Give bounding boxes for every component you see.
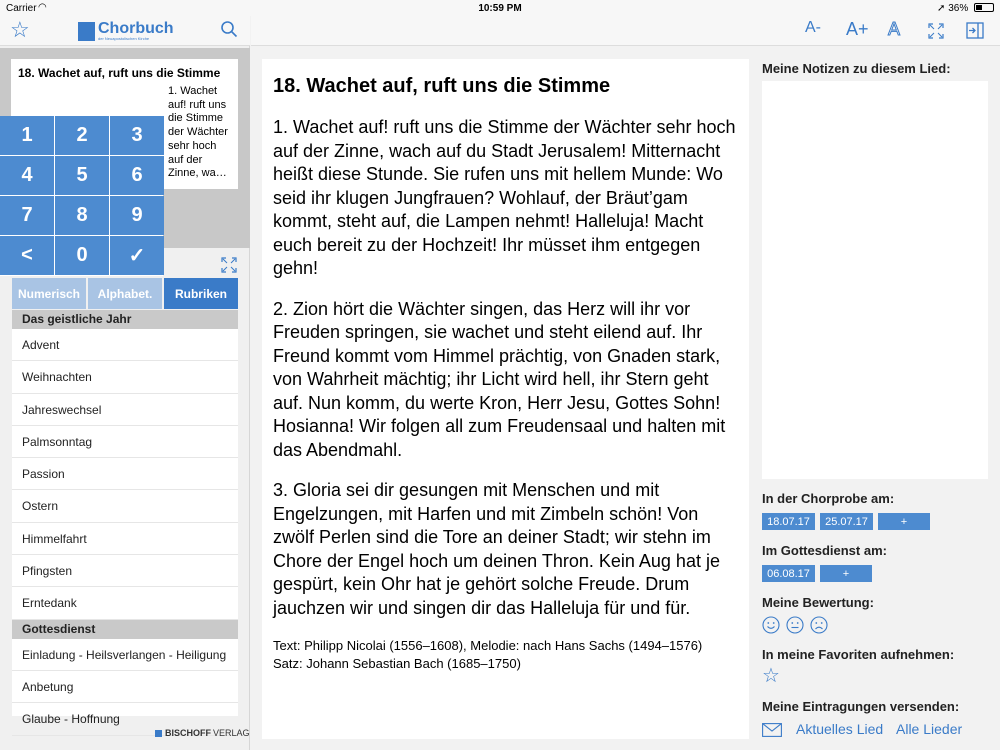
logo-title: Chorbuch: [98, 19, 174, 37]
logo-emblem-icon: [78, 22, 95, 41]
verse-1: 1. Wachet auf! ruft uns die Stimme der Wächter sehr hoch auf der Zinne, wach auf du Stadt Jerusalem! Mitternacht heißt diese Stunde. Sie rufen uns mit hellem Munde: Wo seid ihr klugen Jungfrauen? Wohlauf, der Bräut’gam kommt, steht auf, die Lampen nehmt! Halleluja! Macht euch bereit zu der Hochzeit! Ihr müsset ihm entgegen gehn!: [273, 117, 736, 278]
favorites-label: In meine Favoriten aufnehmen:: [762, 647, 955, 662]
key-0[interactable]: 0: [55, 236, 109, 275]
tab-numerisch[interactable]: Numerisch: [12, 278, 86, 309]
font-increase-icon[interactable]: A+: [846, 19, 869, 39]
sidebar: [0, 16, 250, 750]
section-header: Gottesdienst: [12, 620, 238, 639]
notes-label: Meine Notizen zu diesem Lied:: [762, 61, 951, 76]
index-tabs: [12, 278, 238, 309]
add-favorite-star-icon[interactable]: ☆: [762, 665, 780, 687]
publisher-suffix: VERLAG: [213, 728, 250, 738]
sidebar-toolbar: [0, 16, 250, 46]
sad-face-icon[interactable]: [810, 616, 828, 634]
notes-textarea[interactable]: [762, 81, 988, 479]
battery-percent: 36%: [948, 3, 969, 14]
category-list: [12, 310, 238, 727]
section-header: Das geistliche Jahr: [12, 310, 238, 329]
favorites-star-icon[interactable]: ☆: [10, 17, 30, 42]
key-confirm[interactable]: ✓: [110, 236, 164, 275]
gottesdienst-date-chip[interactable]: 06.08.17: [762, 565, 815, 582]
chorprobe-date-chip[interactable]: 18.07.17: [762, 513, 815, 530]
publisher-name: BISCHOFF: [165, 728, 211, 738]
preview-text: 1. Wachet auf! ruft uns die Stimme der Wächter sehr hoch auf der Zinne, wa…: [168, 85, 228, 180]
sidebar-toggle-icon[interactable]: [966, 22, 984, 39]
credits: [273, 637, 738, 673]
lyrics-panel: [262, 59, 749, 739]
neutral-face-icon[interactable]: [786, 616, 804, 634]
key-7[interactable]: 7: [0, 196, 54, 235]
logo-subtitle: der Neuapostolischen Kirche: [98, 35, 150, 41]
search-icon[interactable]: [220, 20, 238, 38]
key-9[interactable]: 9: [110, 196, 164, 235]
song-title: 18. Wachet auf, ruft uns die Stimme: [273, 75, 611, 97]
list-item[interactable]: Pfingsten: [12, 555, 238, 587]
key-2[interactable]: 2: [55, 116, 109, 155]
key-4[interactable]: 4: [0, 156, 54, 195]
publisher-logo: [155, 728, 250, 738]
chorprobe-label: In der Chorprobe am:: [762, 491, 895, 506]
tab-rubriken[interactable]: Rubriken: [164, 278, 238, 309]
rating-options: [762, 616, 828, 634]
carrier-label: Carrier: [6, 3, 37, 14]
font-decrease-icon[interactable]: A-: [805, 19, 821, 36]
key-8[interactable]: 8: [55, 196, 109, 235]
list-item[interactable]: Glaube - Hoffnung: [12, 703, 238, 735]
key-5[interactable]: 5: [55, 156, 109, 195]
list-item[interactable]: Ostern: [12, 490, 238, 522]
expand-icon[interactable]: [221, 257, 237, 273]
list-item[interactable]: Advent: [12, 329, 238, 361]
list-item[interactable]: Palmsonntag: [12, 426, 238, 458]
publisher-square-icon: [155, 730, 162, 737]
status-right: [937, 3, 994, 14]
fullscreen-icon[interactable]: [928, 23, 944, 39]
key-6[interactable]: 6: [110, 156, 164, 195]
preview-title: 18. Wachet auf, ruft uns die Stimme: [18, 66, 221, 80]
happy-face-icon[interactable]: [762, 616, 780, 634]
location-icon: ➚: [937, 3, 946, 14]
status-bar: [0, 0, 1000, 16]
send-all-songs-link[interactable]: Alle Lieder: [896, 721, 963, 737]
clock: 10:59 PM: [478, 3, 522, 14]
credit-line-2: Satz: Johann Sebastian Bach (1685–1750): [273, 656, 521, 671]
battery-icon: [974, 3, 994, 12]
tab-alphabet[interactable]: Alphabet.: [88, 278, 162, 309]
list-item[interactable]: Himmelfahrt: [12, 523, 238, 555]
send-current-song-link[interactable]: Aktuelles Lied: [796, 721, 884, 737]
verse-2: 2. Zion hört die Wächter singen, das Herz will ihr vor Freuden springen, sie wachet und steht eilend auf. Ihr Freund kommt vom Himmel prächtig, von Gnaden stark, von Wahrheit mächtig; ihr Licht wird hell, ihr Stern geht auf. Nun komm, du werte Kron, Herr Jesu, Gottes Sohn! Hosianna! Wir folgen all zum Freudensaal und halten mit das Abendmahl.: [273, 298, 726, 460]
song-preview[interactable]: [0, 48, 250, 267]
list-item[interactable]: Weihnachten: [12, 361, 238, 393]
rating-label: Meine Bewertung:: [762, 595, 874, 610]
list-item[interactable]: Einladung - Heilsverlangen - Heiligung: [12, 639, 238, 671]
key-3[interactable]: 3: [110, 116, 164, 155]
notes-panel: [750, 46, 1000, 750]
key-backspace[interactable]: <: [0, 236, 54, 275]
list-item[interactable]: Passion: [12, 458, 238, 490]
app-logo: [78, 20, 174, 42]
list-item[interactable]: Erntedank: [12, 587, 238, 619]
list-item[interactable]: Jahreswechsel: [12, 394, 238, 426]
add-gottesdienst-button[interactable]: +: [820, 565, 872, 582]
number-keypad: [0, 116, 163, 276]
main-toolbar: [251, 16, 1000, 46]
credit-line-1: Text: Philipp Nicolai (1556–1608), Melodie: nach Hans Sachs (1494–1576): [273, 638, 703, 653]
font-style-icon[interactable]: A: [888, 19, 901, 39]
wifi-icon: ◠: [38, 2, 47, 13]
add-chorprobe-button[interactable]: +: [878, 513, 930, 530]
send-label: Meine Eintragungen versenden:: [762, 699, 960, 714]
gottesdienst-label: Im Gottesdienst am:: [762, 543, 887, 558]
key-1[interactable]: 1: [0, 116, 54, 155]
list-item[interactable]: Anbetung: [12, 671, 238, 703]
verse-3: 3. Gloria sei dir gesungen mit Menschen und mit Engelzungen, mit Harfen und mit Zimbeln schön! Von zwölf Perlen sind die Tore an deiner Stadt; wir stehn im Chore der Engel hoch um deinen Thron. Kein Aug hat je gespürt, kein Ohr hat je gehört solche Freude. Drum jauchzen wir und singen dir das Halleluja für und für.: [273, 480, 720, 618]
mail-icon[interactable]: [762, 723, 782, 737]
chorprobe-date-chip[interactable]: 25.07.17: [820, 513, 873, 530]
